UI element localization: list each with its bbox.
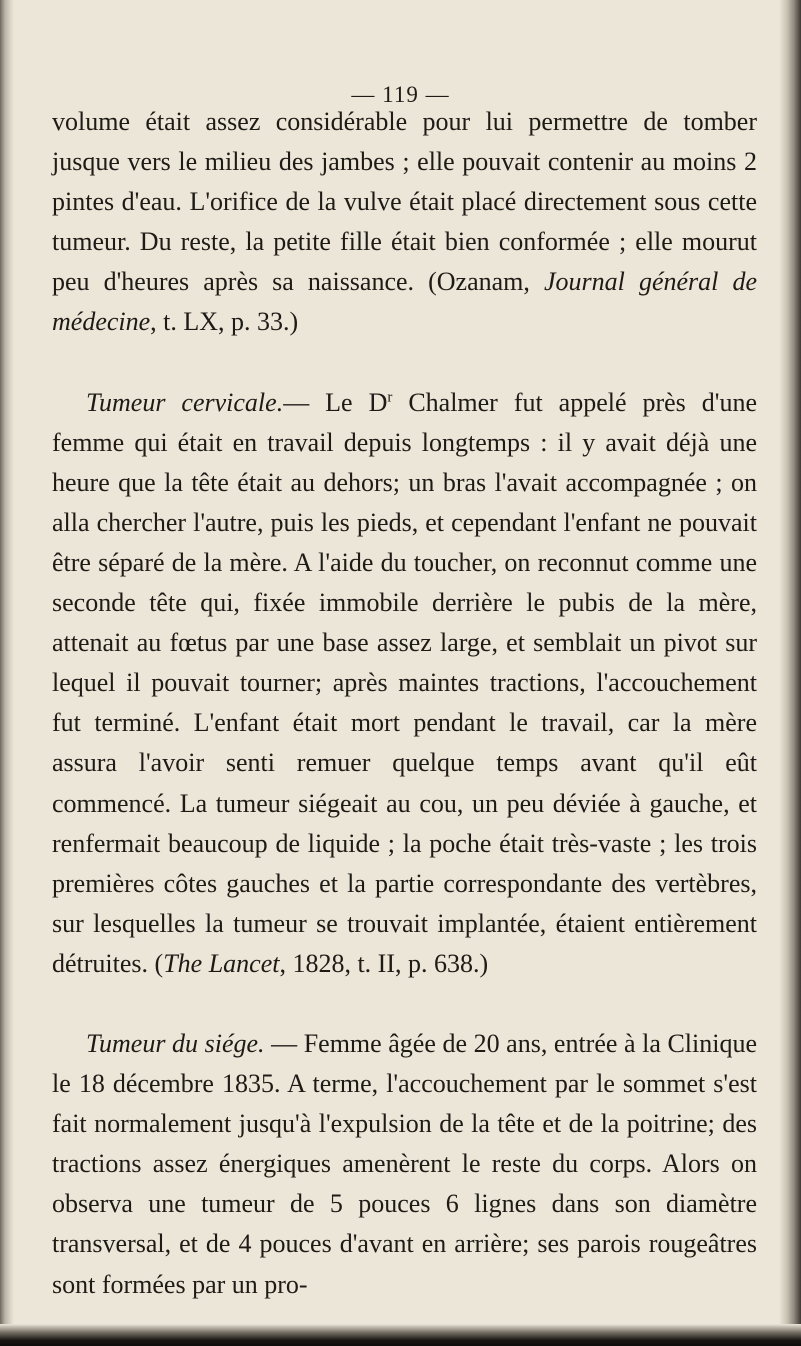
paragraph-tumeur-cervicale [52,383,757,984]
journal-title-lancet: The Lancet [163,948,280,978]
paragraph-spacer [52,343,757,383]
section-heading-tumeur-du-siege: Tumeur du siége. [86,1028,265,1058]
doctor-abbrev-superscript: r [387,388,393,405]
paragraph-2-lead: — Le D [283,387,388,417]
page-bottom-edge-shadow [0,1324,801,1346]
paragraph-2-text: Chalmer fut appelé près d'une femme qui était en travail depuis longtemps : il y avait déjà une heure que la tête était au dehors; un bras l'avait accompagnée ; on alla chercher l'autre, puis les pieds, et cependant l'enfant ne pouvait être séparé de la mère. A l'aide du toucher, on reconnut comme une seconde tête qui, fixée immobile derrière le pubis de la mère, attenait au fœtus par une base assez large, et semblait un pivot sur lequel il pouvait tourner; après maintes tractions, l'accouchement fut terminé. L'enfant était mort pendant le travail, car la mère assura l'avoir senti remuer quelque temps avant qu'il eût commencé. La tumeur siégeait au cou, un peu déviée à gauche, et renfermait beaucoup de liquide ; la poche était très-vaste ; les trois premières côtes gauches et la partie correspondante des vertèbres, sur lesquelles la tumeur se trouvait implantée, étaient entièrement détruites. ( [52,387,757,978]
page-right-edge-shadow [779,0,801,1346]
section-heading-tumeur-cervicale: Tumeur cervicale. [86,387,284,417]
page-number: — 119 — [351,82,450,107]
paragraph-3-text: — Femme âgée de 20 ans, entrée à la Clinique le 18 décembre 1835. A terme, l'accouchement par le sommet s'est fait normalement jusqu'à l'expulsion de la tête et de la poitrine; des tractions assez énergiques amenèrent le reste du corps. Alors on observa une tumeur de 5 pouces 6 lignes dans son diamètre transversal, et de 4 pouces d'avant en arrière; ses parois rougeâtres sont formées par un pro- [52,1028,757,1299]
paragraph-2-citation: , 1828, t. II, p. 638.) [279,948,489,978]
paragraph-tumeur-du-siege [52,1024,757,1305]
paragraph-1-citation: , t. LX, p. 33.) [150,307,299,337]
body-text [52,102,757,1305]
page-left-edge-shadow [0,0,14,1346]
journal-title-general-medecine: Journal général de médecine [52,267,758,337]
paragraph-1-text: volume était assez considérable pour lui permettre de tomber jusque vers le milieu des jambes ; elle pouvait contenir au moins 2 pintes d'eau. L'orifice de la vulve était placé directement sous cette tumeur. Du reste, la petite fille était bien conformée ; elle mourut peu d'heures après sa naissance. (Ozanam, [52,107,757,297]
paragraph-spacer [52,984,757,1024]
paragraph-ozanam-case [52,102,757,343]
